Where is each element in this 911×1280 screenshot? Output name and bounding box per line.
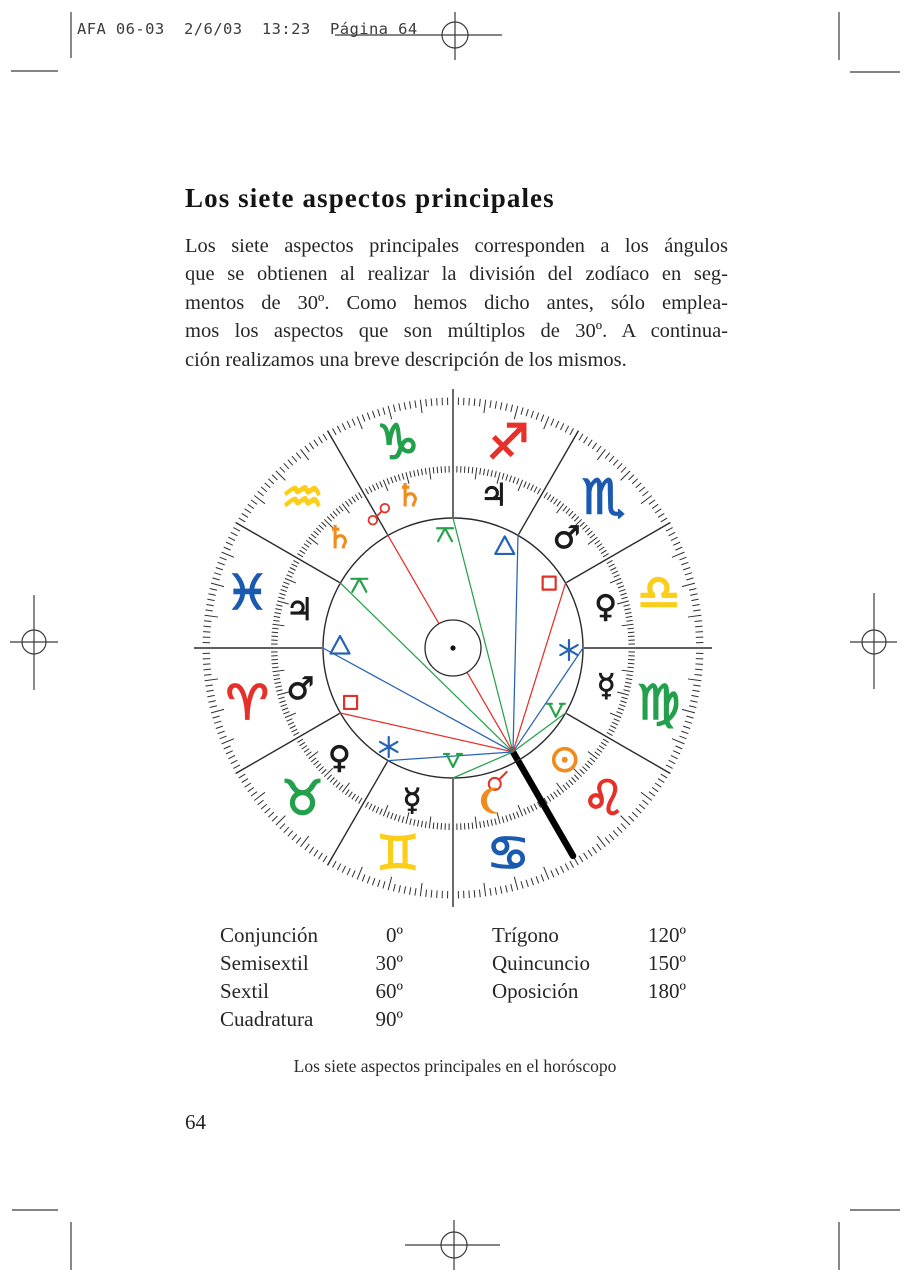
- planet-saturn-glyph: [325, 520, 353, 556]
- aspect-angle: 30º: [375, 951, 403, 975]
- aspect-symbol-square: [344, 696, 357, 709]
- zodiac-sagittarius-glyph: ♐: [486, 414, 530, 471]
- aspect-row: [220, 1005, 403, 1033]
- planet-mercury-glyph: [403, 783, 422, 819]
- aspect-symbol-sextile: [560, 640, 577, 660]
- zodiac-gemini-glyph: ♊: [376, 825, 420, 882]
- svg-text:♀: ♀: [327, 739, 351, 776]
- planet-saturn-glyph: [396, 478, 424, 514]
- aspect-line-cuadratura: [340, 713, 513, 752]
- zodiac-aquarius-glyph: ♒: [280, 469, 324, 526]
- svg-text:♄: ♄: [395, 478, 424, 515]
- svg-text:♄: ♄: [325, 520, 354, 557]
- aspect-symbol-square: [543, 577, 556, 590]
- zodiac-leo-glyph: ♌: [582, 770, 626, 827]
- aspects-table-right-column: [492, 921, 686, 1005]
- aspect-line-trigono: [513, 535, 518, 752]
- zodiac-virgo-glyph: ♍: [637, 675, 681, 732]
- paragraph-line: mentos de 30º. Como hemos dicho antes, sólo emplea-: [185, 291, 728, 314]
- svg-text:☿: ☿: [402, 782, 422, 819]
- aspect-name: Oposición: [492, 979, 579, 1003]
- planet-venus-glyph: [594, 589, 617, 625]
- intro-paragraph: [185, 232, 728, 374]
- aspect-row: [220, 921, 403, 949]
- aspect-name: Trígono: [492, 923, 559, 947]
- aspect-name: Conjunción: [220, 923, 318, 947]
- svg-text:♃: ♃: [479, 477, 508, 514]
- planet-sun-glyph: [554, 749, 576, 771]
- aspect-symbol-trine: [331, 636, 350, 654]
- aspect-symbol-conjunction: [489, 772, 507, 790]
- aspect-symbol-quincunx: [437, 528, 453, 541]
- aspect-angle: 120º: [647, 923, 686, 947]
- zodiac-aries-glyph: ♈: [225, 675, 269, 732]
- aspect-line-trigono: [323, 648, 513, 752]
- page-title: Los siete aspectos principales: [185, 183, 555, 213]
- figure-caption: Los siete aspectos principales en el horóscopo: [293, 1056, 617, 1076]
- aspects-table-left-column: [220, 921, 403, 1033]
- aspect-row: [492, 977, 686, 1005]
- zodiac-taurus-glyph: ♉: [280, 770, 324, 827]
- aspect-row: [492, 949, 686, 977]
- planet-mars-glyph: [553, 520, 581, 556]
- planet-moon-glyph: [481, 788, 499, 814]
- registration-mark-bottom: [405, 1220, 500, 1270]
- paragraph-line: que se obtienen al realizar la división del zodíaco en seg-: [185, 263, 728, 286]
- aspect-name: Quincuncio: [492, 951, 590, 975]
- aspect-symbol-quincunx: [351, 579, 367, 592]
- aspect-angle: 180º: [647, 979, 686, 1003]
- horoscope-chart: [153, 388, 753, 918]
- aspect-name: Sextil: [220, 979, 270, 1003]
- planet-jupiter-glyph: [286, 592, 314, 628]
- aspect-line-sextil: [388, 752, 513, 761]
- aspect-symbol-trine: [495, 536, 514, 554]
- svg-text:♀: ♀: [594, 589, 617, 626]
- chart-center-dot: [450, 645, 455, 650]
- svg-text:♂: ♂: [552, 520, 581, 557]
- planet-mars-glyph: [286, 671, 314, 707]
- aspect-name: Cuadratura: [220, 1007, 314, 1031]
- paragraph-line: ción realizamos una breve descripción de los mismos.: [185, 348, 627, 371]
- zodiac-capricorn-glyph: ♑: [376, 414, 420, 471]
- svg-text:♂: ♂: [286, 670, 315, 707]
- aspect-row: [220, 949, 403, 977]
- registration-mark-right: [850, 593, 897, 689]
- aspect-row: [220, 977, 403, 1005]
- aspect-angle: 60º: [375, 979, 403, 1003]
- aspect-angle: 0º: [385, 923, 403, 947]
- svg-text:☿: ☿: [596, 668, 616, 705]
- aspect-row: [492, 921, 686, 949]
- aspect-line-quincuncio: [340, 583, 513, 752]
- aspect-line-cuadratura: [513, 583, 566, 752]
- aspect-symbol-sextile: [380, 737, 397, 757]
- paragraph-line: Los siete aspectos principales corresponden a los ángulos: [185, 235, 728, 257]
- aspect-angle: 90º: [375, 1007, 403, 1031]
- paragraph-line: mos los aspectos que son múltiplos de 30º. A continua-: [185, 320, 728, 343]
- registration-mark-left: [10, 595, 58, 690]
- zodiac-cancer-glyph: ♋: [486, 825, 530, 882]
- planet-venus-glyph: [328, 740, 351, 776]
- zodiac-libra-glyph: ♎: [637, 564, 681, 621]
- svg-text:♃: ♃: [285, 591, 314, 628]
- page-number: 64: [185, 1110, 206, 1134]
- planet-mercury-glyph: [597, 668, 616, 704]
- zodiac-scorpio-glyph: ♏: [582, 469, 626, 526]
- aspect-name: Semisextil: [220, 951, 309, 975]
- print-slug-header: AFA 06-03 2/6/03 13:23 Página 64: [77, 20, 418, 38]
- planet-jupiter-glyph: [480, 477, 508, 513]
- zodiac-pisces-glyph: ♓: [225, 564, 269, 621]
- aspect-angle: 150º: [647, 951, 686, 975]
